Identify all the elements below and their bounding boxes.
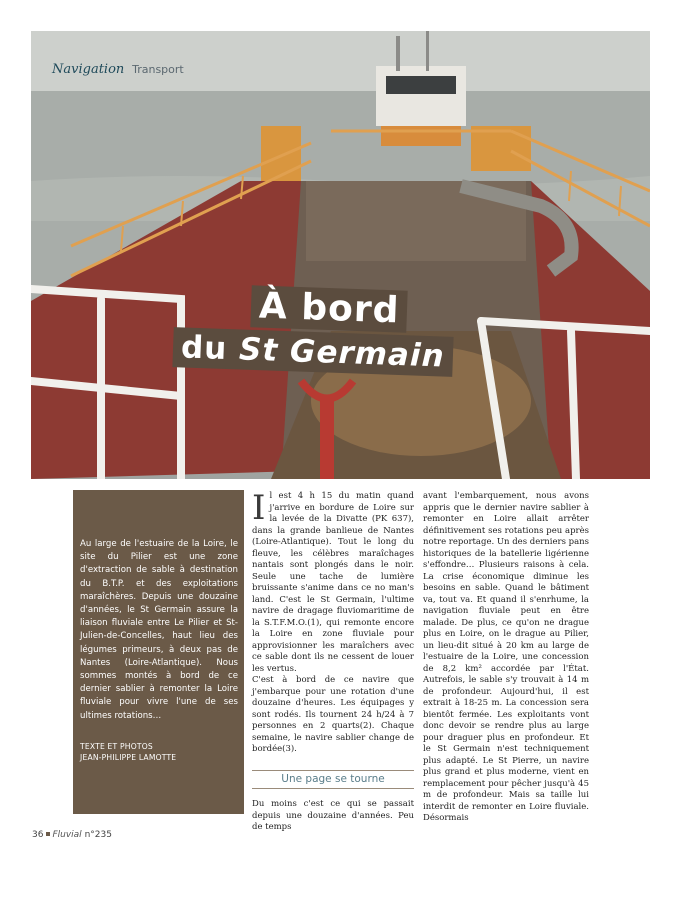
- folio-square-icon: [46, 832, 50, 836]
- credit-line-1: TEXTE ET PHOTOS: [80, 741, 153, 751]
- paragraph-2: C'est à bord de ce navire que j'embarque pour une rotation d'une douzaine d'heures. Les équipages y sont rodés. Ils tournent 24 h/24 à 7 personnes en 2 quarts(2). Chaque semaine, le navire sablier change de bordée(3).: [252, 675, 414, 754]
- article-column-1: [252, 488, 414, 834]
- page-footer: [32, 830, 112, 840]
- intro-box: [73, 490, 244, 814]
- paragraph-4: avant l'embarquement, nous avons appris que le dernier navire sablier à remonter en Loire allait arrêter définitivement ses rotations peu après notre reportage. Un des derniers pans historiques de la batellerie ligérienne s'effondre… Plusieurs raisons à cela. La crise économique diminue les besoins en sable. Quand le bâtiment va, tout va. Et quand il s'enrhume, la navigation fluviale peut en être malade. De plus, ce qu'on ne drague plus en Loire, on le drague au Pilier, un lieu-dit situé à 20 km au large de l'estuaire de la Loire, une concession de 8,2 km² accordée par l'État. Autrefois, le sable s'y trouvait à 14 m de profondeur. Aujourd'hui, il est extrait à 18-25 m. La concession sera bientôt fermée. Les exploitants vont donc devoir se rendre plus au large pour draguer plus en profondeur. Et le St Germain n'est techniquement plus adapté. Le St Pierre, un navire plus grand et plus moderne, vient en remplacement pour pêcher jusqu'à 45 m de profondeur. Mais sa taille lui interdit de remonter en Loire fluviale. Désormais: [423, 491, 589, 823]
- section-rubric: [52, 62, 184, 77]
- paragraph-1: [252, 488, 414, 675]
- rubric-subcategory: Transport: [132, 63, 184, 76]
- ship-illustration: [31, 31, 650, 479]
- credit-line-2: JEAN-PHILIPPE LAMOTTE: [80, 752, 177, 762]
- title-ship-name: St Germain: [238, 331, 446, 375]
- hero-photo: [31, 31, 650, 479]
- paragraph-1-text: l est 4 h 15 du matin quand j'arrive en bordure de Loire sur la levée de la Divatte (PK 637), dans la grande banlieue de Nantes (Loire-Atlantique). Tout le long du fleuve, les célèbres maraîchages nantais sont plongés dans le noir. Seule une tache de lumière bruissante s'anime dans ce no man's land. C'est le St Germain, l'ultime navire de dragage fluviomaritime de la S.T.F.M.O.(1), qui remonte encore la Loire en zone fluviale pour approvisionner les maraîchers avec ce sable dont ils ne cessent de louer les vertus.: [252, 491, 414, 674]
- article-title-line1: À bord: [250, 285, 408, 332]
- title-prefix: du: [180, 329, 228, 368]
- section-subhead: Une page se tourne: [252, 770, 414, 790]
- issue-number: n°235: [84, 830, 112, 840]
- intro-text: Au large de l'estuaire de la Loire, le site du Pilier est une zone d'extraction de sable à destination du B.T.P. et des exploitations maraîchères. Depuis une douzaine d'années, le St Germain assure la liaison fluviale entre Le Pilier et St-Julien-de-Concelles, haut lieu des légumes primeurs, à deux pas de Nantes (Loire-Atlantique). Nous sommes montés à bord de ce dernier sablier à remonter la Loire fluviale pour vivre l'une de ses ultimes rotations…: [80, 539, 238, 721]
- rubric-category: Navigation: [52, 62, 125, 77]
- drop-cap: I: [252, 488, 266, 528]
- page-number: 36: [32, 830, 44, 840]
- author-credit: [80, 741, 238, 763]
- paragraph-3: Du moins c'est ce qui se passait depuis une douzaine d'années. Peu de temps: [252, 799, 414, 832]
- article-column-2: [423, 491, 589, 825]
- magazine-name: Fluvial: [52, 830, 82, 840]
